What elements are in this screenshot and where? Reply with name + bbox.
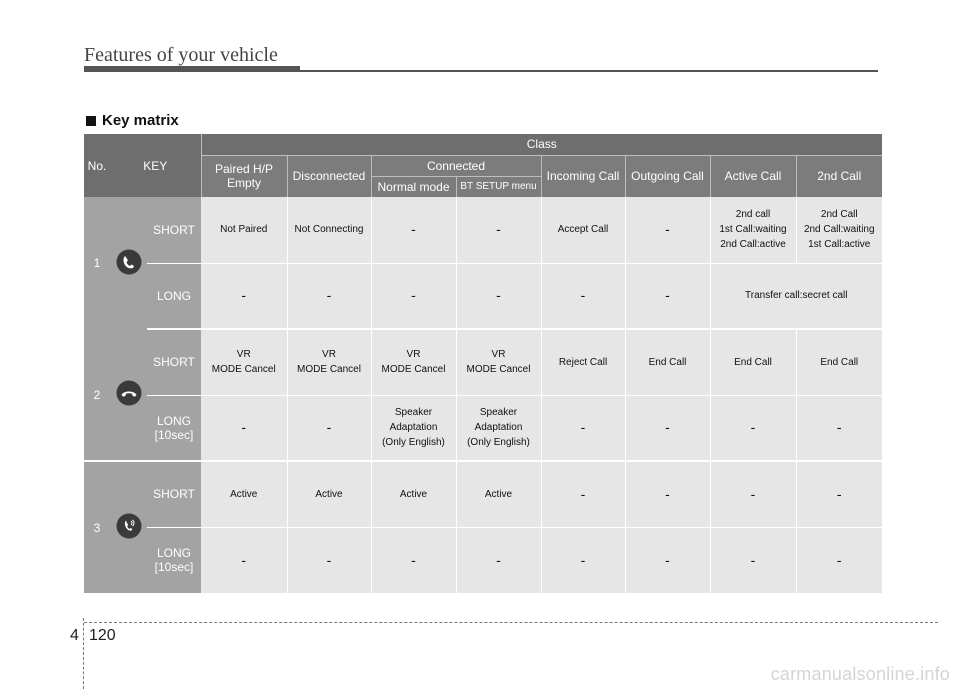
voice-recognition-icon xyxy=(116,513,142,539)
row3-long-line1: LONG xyxy=(156,546,191,561)
bullet-square-icon xyxy=(86,116,96,126)
row2-long-bt xyxy=(456,395,541,461)
row3-short-label: SHORT xyxy=(147,461,201,527)
row2-long-normal-line1: Speaker xyxy=(394,407,433,419)
row3-long-incoming: - xyxy=(541,527,625,593)
header-paired-empty xyxy=(201,155,287,197)
row3-short-normal: Active xyxy=(371,461,456,527)
row1-second-line1: 2nd Call xyxy=(820,209,858,221)
row1-active-line1: 2nd call xyxy=(735,209,771,221)
row1-active-line3: 2nd Call:active xyxy=(720,239,786,251)
phone-hangup-icon xyxy=(116,380,142,406)
row2-long-second: - xyxy=(796,395,882,461)
row3-short-second: - xyxy=(796,461,882,527)
row1-short-bt: - xyxy=(456,197,541,263)
row3-long-second: - xyxy=(796,527,882,593)
row1-short-incoming: Accept Call xyxy=(541,197,625,263)
row1-long-label: LONG xyxy=(147,263,201,329)
row2-bt-line2: MODE Cancel xyxy=(466,364,531,376)
row2-long-bt-line3: (Only English) xyxy=(467,437,530,449)
header-bt-setup: BT SETUP menu xyxy=(456,176,541,197)
row2-short-incoming: Reject Call xyxy=(541,329,625,395)
header-connected: Connected xyxy=(371,155,541,176)
row1-long-transfer: Transfer call:secret call xyxy=(710,263,882,329)
section-title xyxy=(86,112,179,129)
row2-long-incoming: - xyxy=(541,395,625,461)
header-no: No. xyxy=(84,134,110,197)
phone-answer-icon xyxy=(116,249,142,275)
row3-short-active: - xyxy=(710,461,796,527)
row3-long-line2: [10sec] xyxy=(154,560,194,575)
row1-number: 1 xyxy=(84,197,110,329)
row1-long-bt: - xyxy=(456,263,541,329)
row3-long-bt: - xyxy=(456,527,541,593)
row1-short-outgoing: - xyxy=(625,197,710,263)
header-rule-thick xyxy=(84,66,300,72)
row2-icon-cell xyxy=(110,329,147,461)
page-header-title: Features of your vehicle xyxy=(84,44,278,66)
row2-short-second: End Call xyxy=(796,329,882,395)
row2-long-active: - xyxy=(710,395,796,461)
row3-short-disconnected: Active xyxy=(287,461,371,527)
row2-short-normal xyxy=(371,329,456,395)
row3-icon-cell xyxy=(110,461,147,593)
header-normal-mode: Normal mode xyxy=(371,176,456,197)
page-chapter: 4 xyxy=(70,627,79,644)
row2-short-paired xyxy=(201,329,287,395)
row2-disc-line2: MODE Cancel xyxy=(297,364,361,376)
row1-long-normal: - xyxy=(371,263,456,329)
row1-short-disconnected: Not Connecting xyxy=(287,197,371,263)
row3-long-disconnected: - xyxy=(287,527,371,593)
row2-normal-line1: VR xyxy=(406,349,421,361)
header-active-call: Active Call xyxy=(710,155,796,197)
row2-long-normal xyxy=(371,395,456,461)
row2-short-outgoing: End Call xyxy=(625,329,710,395)
row3-number: 3 xyxy=(84,461,110,593)
row1-short-normal: - xyxy=(371,197,456,263)
footer-rule xyxy=(84,622,938,623)
row2-disc-line1: VR xyxy=(322,349,336,361)
watermark: carmanualsonline.info xyxy=(770,664,950,684)
row3-long-outgoing: - xyxy=(625,527,710,593)
header-paired-line2: Empty xyxy=(226,176,261,191)
row1-long-disconnected: - xyxy=(287,263,371,329)
row3-long-active: - xyxy=(710,527,796,593)
header-key: KEY xyxy=(110,134,201,197)
key-matrix-table xyxy=(84,134,882,593)
row1-short-active xyxy=(710,197,796,263)
header-paired-line1: Paired H/P xyxy=(214,162,274,177)
row2-paired-line1: VR xyxy=(236,349,251,361)
row2-long-bt-line2: Adaptation xyxy=(474,422,523,434)
header-second-call: 2nd Call xyxy=(796,155,882,197)
row1-short-paired: Not Paired xyxy=(201,197,287,263)
row1-second-line3: 1st Call:active xyxy=(808,239,871,251)
row1-short-label: SHORT xyxy=(147,197,201,263)
row2-long-outgoing: - xyxy=(625,395,710,461)
row1-short-second xyxy=(796,197,882,263)
row2-long-disconnected: - xyxy=(287,395,371,461)
header-disconnected: Disconnected xyxy=(287,155,371,197)
row2-long-label xyxy=(147,395,201,461)
row3-short-paired: Active xyxy=(201,461,287,527)
row2-bt-line1: VR xyxy=(491,349,506,361)
row1-long-incoming: - xyxy=(541,263,625,329)
row3-long-paired: - xyxy=(201,527,287,593)
row1-long-outgoing: - xyxy=(625,263,710,329)
row3-short-bt: Active xyxy=(456,461,541,527)
row2-short-disconnected xyxy=(287,329,371,395)
row3-long-label xyxy=(147,527,201,593)
row2-long-bt-line1: Speaker xyxy=(479,407,518,419)
section-title-text: Key matrix xyxy=(102,112,179,129)
row2-short-active: End Call xyxy=(710,329,796,395)
row2-paired-line2: MODE Cancel xyxy=(211,364,276,376)
header-class: Class xyxy=(201,134,882,155)
row1-second-line2: 2nd Call:waiting xyxy=(803,224,875,236)
row2-number: 2 xyxy=(84,329,110,461)
header-incoming-call: Incoming Call xyxy=(541,155,625,197)
row2-long-line1: LONG xyxy=(156,413,191,428)
row2-long-paired: - xyxy=(201,395,287,461)
row3-long-normal: - xyxy=(371,527,456,593)
row1-icon-cell xyxy=(110,197,147,329)
row2-short-bt xyxy=(456,329,541,395)
row2-normal-line2: MODE Cancel xyxy=(381,364,446,376)
row1-long-paired: - xyxy=(201,263,287,329)
header-outgoing-call: Outgoing Call xyxy=(625,155,710,197)
row3-short-incoming: - xyxy=(541,461,625,527)
row3-short-outgoing: - xyxy=(625,461,710,527)
row2-long-normal-line3: (Only English) xyxy=(382,437,445,449)
row2-long-line2: [10sec] xyxy=(154,427,194,442)
row2-short-label: SHORT xyxy=(147,329,201,395)
row1-active-line2: 1st Call:waiting xyxy=(719,224,787,236)
header-rule-thin xyxy=(300,70,878,72)
page-number: 120 xyxy=(89,627,116,644)
row2-long-normal-line2: Adaptation xyxy=(389,422,438,434)
footer-vertical-rule xyxy=(83,618,84,689)
